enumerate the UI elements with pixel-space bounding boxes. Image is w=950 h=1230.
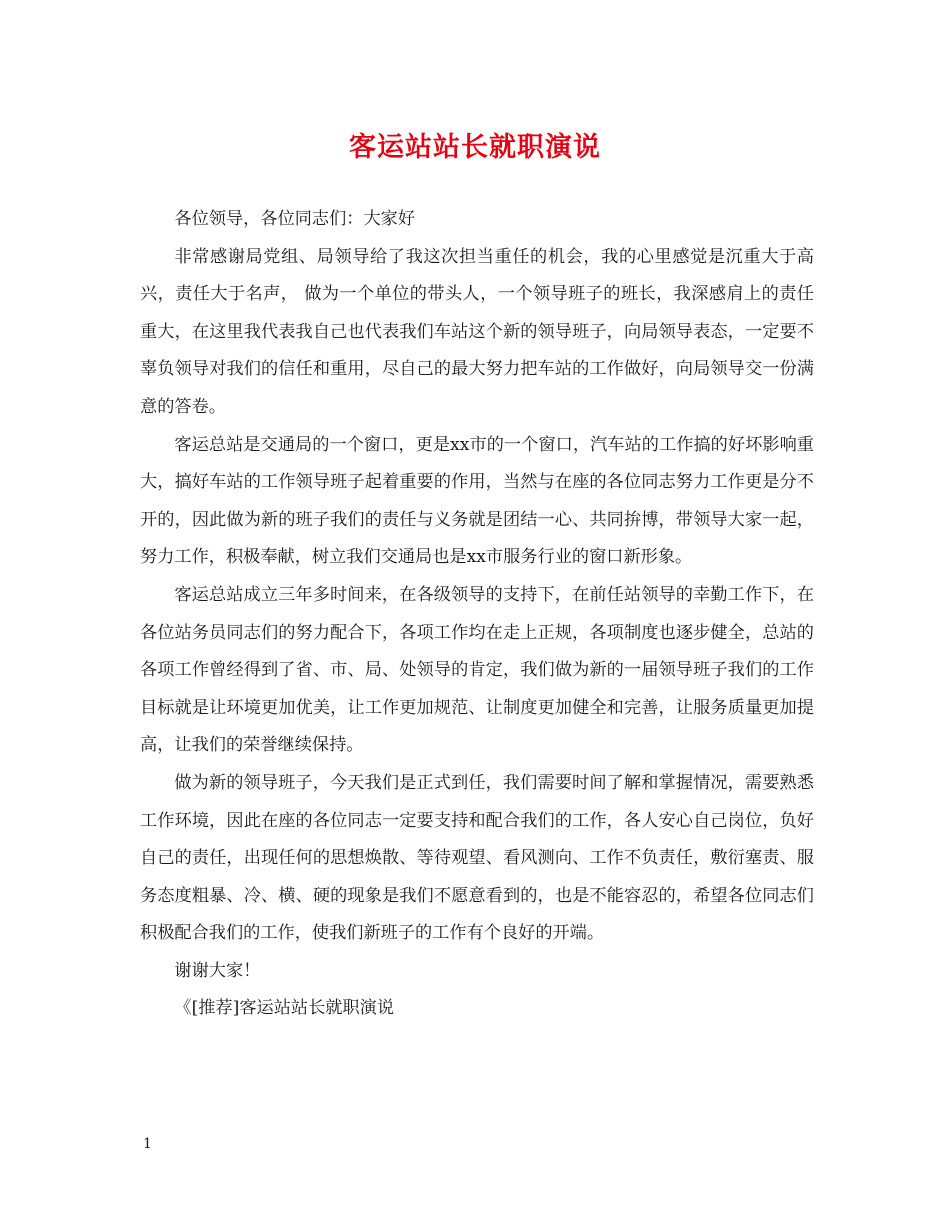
document-body xyxy=(140,201,814,1028)
document-title: 客运站站长就职演说 xyxy=(349,132,601,163)
paragraph-new-team: 做为新的领导班子，今天我们是正式到任，我们需要时间了解和掌握情况，需要熟悉工作环境，因此在座的各位同志一定要支持和配合我们的工作，各人安心自己岗位，负好自己的责任，出现任何的思想焕散、等待观望、看风测向、工作不负责任，敷衍塞责、服务态度粗暴、冷、横、硬的现象是我们不愿意看到的，也是不能容忍的，希望各位同志们积极配合我们的工作，使我们新班子的工作有个良好的开端。 xyxy=(140,772,814,944)
paragraph-station-history: 客运总站成立三年多时间来，在各级领导的支持下，在前任站领导的幸勤工作下，在各位站务员同志们的努力配合下，各项工作均在走上正规，各项制度也逐步健全，总站的各项工作曾经得到了省、市、局、处领导的肯定，我们做为新的一届领导班子我们的工作目标就是让环境更加优美，让工作更加规范、让制度更加健全和完善，让服务质量更加提高，让我们的荣誉继续保持。 xyxy=(140,584,814,756)
paragraph-station-window: 客运总站是交通局的一个窗口，更是xx市的一个窗口，汽车站的工作搞的好坏影响重大，搞好车站的工作领导班子起着重要的作用，当然与在座的各位同志努力工作更是分不开的，因此做为新的班子我们的责任与义务就是团结一心、共同拚博，带领导大家一起，努力工作，积极奉献，树立我们交通局也是xx市服务行业的窗口新形象。 xyxy=(140,434,814,568)
paragraph-thanks: 非常感谢局党组、局领导给了我这次担当重任的机会，我的心里感觉是沉重大于高兴，责任大于名声， 做为一个单位的带头人，一个领导班子的班长，我深感肩上的责任重大，在这里我代表我自己也代表我们车站这个新的领导班子，向局领导表态，一定要不辜负领导对我们的信任和重用，尽自己的最大努力把车站的工作做好，向局领导交一份满意的答卷。 xyxy=(140,246,814,417)
paragraph-greeting: 各位领导，各位同志们：大家好 xyxy=(174,209,416,229)
paragraph-recommend-link: 《[推荐]客运站站长就职演说 xyxy=(174,998,395,1019)
paragraph-closing: 谢谢大家！ xyxy=(174,960,261,981)
page-number: 1 xyxy=(143,1136,152,1152)
